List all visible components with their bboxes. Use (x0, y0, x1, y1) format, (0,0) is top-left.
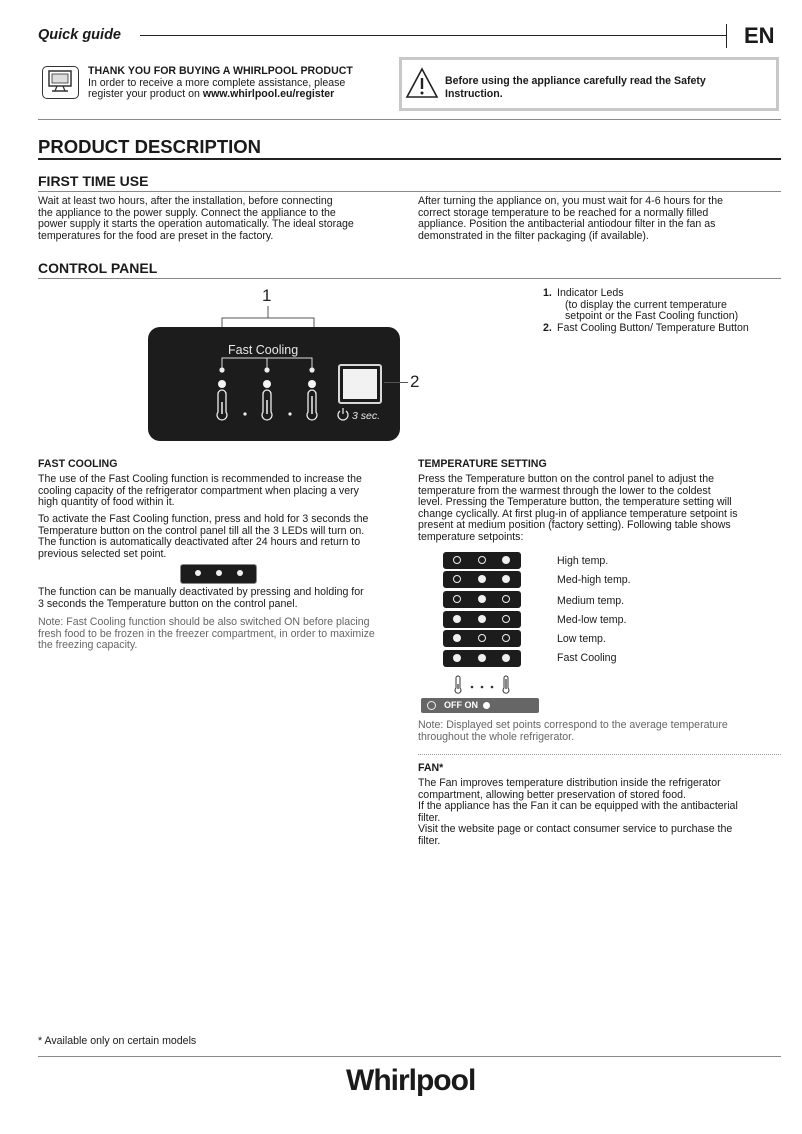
first-time-use-left (38, 196, 408, 242)
safety-warning-text (445, 75, 765, 101)
temperature-setting-heading: TEMPERATURE SETTING (418, 458, 547, 470)
text-line: high quantity of food within it. (38, 496, 175, 508)
text-line: correct storage temperature to be reached for a normally filled (418, 206, 709, 219)
first-time-use-rule (38, 191, 781, 192)
legend-text: setpoint or the Fast Cooling function) (565, 310, 739, 322)
legend-number: 2. (543, 321, 552, 334)
temperature-button-face (343, 369, 377, 399)
text-line: level. Pressing the Temperature button, the temperature setting will (418, 496, 732, 508)
setpoint-label: Low temp. (557, 633, 606, 645)
text-line: 3 seconds the Temperature button on the control panel. (38, 597, 298, 610)
setpoint-led-1 (453, 634, 461, 642)
fast-cooling-led-indicator (180, 564, 257, 584)
setpoint-row (443, 630, 521, 647)
temperature-setting-paragraph (418, 474, 781, 543)
text-line: previous selected set point. (38, 547, 167, 560)
thermometer-scale-icon (452, 675, 516, 695)
text-line: demonstrated in the filter packaging (if available). (418, 229, 649, 242)
led-on (237, 570, 243, 576)
setpoint-led-2 (478, 595, 486, 603)
fast-cooling-paragraph-1 (38, 474, 408, 509)
registration-line-2: register your product on (88, 88, 203, 100)
text-line: The Fan improves temperature distribution inside the refrigerator (418, 777, 721, 789)
footer-rule (38, 1056, 781, 1057)
setpoint-row (443, 591, 521, 608)
text-line: To activate the Fast Cooling function, press and hold for 3 seconds the (38, 513, 369, 525)
setpoint-label: High temp. (557, 555, 609, 567)
callout-2-line (384, 382, 408, 383)
setpoint-led-3 (502, 595, 510, 603)
text-line: appliance. Position the antibacterial antiodour filter in the fan as (418, 218, 716, 230)
legend-number: 1. (543, 287, 552, 299)
fast-cooling-paragraph-3 (38, 587, 408, 610)
registration-line-1: In order to receive a more complete assistance, please (88, 76, 346, 89)
fast-cooling-heading: FAST COOLING (38, 458, 118, 470)
control-panel-rule (38, 278, 781, 279)
fast-cooling-panel-label: Fast Cooling (228, 343, 299, 357)
setpoint-led-1 (453, 615, 461, 623)
text-line: Wait at least two hours, after the installation, before connecting (38, 195, 333, 207)
language-code: EN (744, 23, 775, 48)
registration-url-link[interactable]: www.whirlpool.eu/register (202, 88, 335, 100)
page-header-title: Quick guide (38, 27, 121, 43)
setpoint-row (443, 611, 521, 628)
led-on (216, 570, 222, 576)
text-line: If the appliance has the Fan it can be equipped with the antibacterial (418, 800, 738, 812)
section-divider (38, 119, 781, 120)
monitor-icon (42, 66, 79, 99)
setpoint-label: Fast Cooling (557, 652, 617, 664)
on-dot-icon (483, 702, 490, 709)
dotted-divider (418, 754, 781, 755)
setpoint-led-2 (478, 615, 486, 623)
text-line: filter. (418, 811, 441, 824)
setpoint-led-3 (502, 634, 510, 642)
title-rule (38, 158, 781, 160)
power-icon (336, 407, 350, 421)
registration-notice (88, 66, 353, 101)
text-line: the appliance to the power supply. Connect the appliance to the (38, 206, 336, 219)
indicator-leds (208, 356, 328, 426)
footnote: * Available only on certain models (38, 1035, 197, 1047)
page-title: PRODUCT DESCRIPTION (38, 136, 262, 157)
text-line: The use of the Fast Cooling function is recommended to increase the (38, 473, 362, 485)
off-on-indicator (421, 698, 539, 713)
control-panel-legend (543, 288, 783, 334)
setpoint-led-1 (453, 595, 461, 603)
text-line: After turning the appliance on, you must wait for 4-6 hours for the (418, 195, 724, 207)
header-rule (140, 35, 726, 36)
first-time-use-right (418, 196, 781, 242)
setpoint-led-3 (502, 654, 510, 662)
off-on-label: OFF ON (444, 700, 478, 710)
setpoint-led-3 (502, 615, 510, 623)
setpoint-led-2 (478, 634, 486, 642)
fan-paragraph (418, 778, 781, 847)
text-line: fresh food to be frozen in the freezer compartment, in order to maximize (38, 627, 375, 640)
setpoint-row (443, 571, 521, 588)
setpoint-led-2 (478, 575, 486, 583)
fast-cooling-paragraph-2 (38, 514, 408, 560)
setpoint-row (443, 650, 521, 667)
safety-warning-line-1: Before using the appliance carefully read the Safety (445, 75, 706, 87)
text-line: the freezing capacity. (38, 639, 138, 651)
setpoint-led-2 (478, 654, 486, 662)
callout-2: 2 (410, 372, 420, 391)
text-line: change cyclically. At first plug-in of appliance temperature setpoint is (418, 507, 738, 520)
led-on (195, 570, 201, 576)
registration-heading: THANK YOU FOR BUYING A WHIRLPOOL PRODUCT (88, 65, 353, 77)
header-divider (726, 24, 727, 48)
text-line: throughout the whole refrigerator. (418, 730, 575, 743)
warning-triangle-icon (405, 67, 439, 102)
text-line: filter. (418, 834, 441, 847)
setpoint-led-1 (453, 654, 461, 662)
text-line: Temperature button on the control panel till all the 3 LEDs will turn on. (38, 524, 365, 537)
setpoint-label: Med-high temp. (557, 574, 631, 586)
whirlpool-logo: Whirlpool (346, 1064, 476, 1097)
legend-text: Indicator Leds (557, 287, 624, 299)
legend-text: (to display the current temperature (565, 298, 727, 311)
text-line: Note: Displayed set points correspond to the average temperature (418, 719, 728, 731)
first-time-use-heading: FIRST TIME USE (38, 173, 149, 189)
setpoint-led-2 (478, 556, 486, 564)
setpoint-led-1 (453, 556, 461, 564)
text-line: Note: Fast Cooling function should be also switched ON before placing (38, 616, 370, 628)
text-line: compartment, allowing better preservation of stored food. (418, 788, 686, 801)
text-line: The function is automatically deactivated after 24 hours and return to (38, 536, 361, 548)
text-line: Press the Temperature button on the control panel to adjust the (418, 473, 715, 485)
button-hold-hint: 3 sec. (352, 410, 381, 422)
text-line: temperature setpoints: (418, 530, 524, 543)
setpoint-led-1 (453, 575, 461, 583)
setpoint-led-3 (502, 575, 510, 583)
text-line: temperatures for the food are preset in the factory. (38, 229, 274, 242)
text-line: Visit the website page or contact consumer service to purchase the (418, 823, 733, 835)
off-ring-icon (427, 701, 436, 710)
temperature-setting-note (418, 720, 781, 743)
fast-cooling-note (38, 617, 408, 652)
fan-heading: FAN* (418, 762, 444, 774)
callout-1: 1 (262, 286, 272, 305)
control-panel-heading: CONTROL PANEL (38, 260, 158, 276)
setpoint-label: Medium temp. (557, 595, 625, 607)
setpoint-led-3 (502, 556, 510, 564)
legend-text: Fast Cooling Button/ Temperature Button (557, 321, 749, 334)
text-line: present at medium position (factory setting). Following table shows (418, 519, 731, 531)
safety-warning-line-2: Instruction. (445, 88, 503, 100)
setpoint-row (443, 552, 521, 569)
text-line: temperature from the warmest through the lower to the coldest (418, 484, 711, 497)
setpoint-label: Med-low temp. (557, 614, 627, 626)
text-line: cooling capacity of the refrigerator compartment when placing a very (38, 484, 359, 497)
text-line: The function can be manually deactivated by pressing and holding for (38, 586, 364, 598)
text-line: power supply it starts the operation automatically. The ideal storage (38, 218, 354, 230)
